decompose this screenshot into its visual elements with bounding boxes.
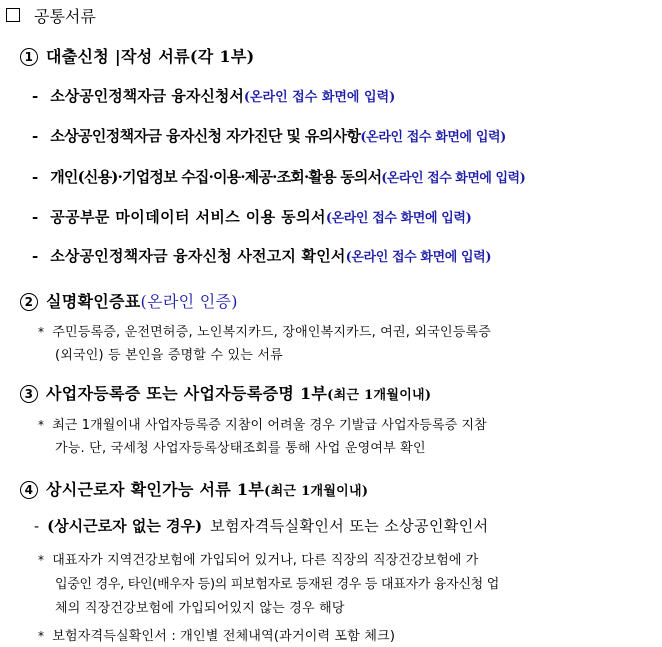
note-line: 체의 직장건강보험에 가입되어있지 않는 경우 해당 bbox=[55, 601, 345, 616]
list-item: - 소상공인정책자금 융자신청 사전고지 확인서(온라인 접수 화면에 입력) bbox=[32, 247, 492, 265]
list-item: - 개인(신용)·기업정보 수집·이용·제공·조회·활용 동의서(온라인 접수 화면에 입력) bbox=[32, 168, 526, 186]
circled-number-2: 2 bbox=[20, 293, 38, 311]
page-title: 공통서류 bbox=[34, 7, 96, 26]
note-line: * 보험자격득실확인서 : 개인별 전체내역(과거이력 포함 체크) bbox=[38, 629, 396, 644]
note-line: * 주민등록증, 운전면허증, 노인복지카드, 장애인복지카드, 여권, 외국인등록증 bbox=[38, 325, 492, 340]
note-line: * 대표자가 지역건강보험에 가입되어 있거나, 다른 직장의 직장건강보험에 가 bbox=[38, 553, 479, 568]
note-line: 입중인 경우, 타인(배우자 등)의 피보험자로 등재된 경우 등 대표자가 융자신청 업 bbox=[55, 577, 499, 592]
list-item: - 소상공인정책자금 융자신청서(온라인 접수 화면에 입력) bbox=[32, 87, 396, 105]
section-4-title: 4 상시근로자 확인가능 서류 1부(최근 1개월이내) bbox=[20, 477, 368, 500]
note-line: (외국인) 등 본인을 증명할 수 있는 서류 bbox=[55, 348, 283, 363]
list-item: - 공공부문 마이데이터 서비스 이용 동의서(온라인 접수 화면에 입력) bbox=[32, 208, 472, 226]
note-line: 가능. 단, 국세청 사업자등록상태조회를 통해 사업 운영여부 확인 bbox=[55, 441, 426, 456]
section-3-title: 3 사업자등록증 또는 사업자등록증명 1부(최근 1개월이내) bbox=[20, 381, 431, 404]
section-2-title: 2 실명확인증표(온라인 인증) bbox=[20, 289, 238, 312]
circled-number-3: 3 bbox=[20, 385, 38, 403]
sub-item: - (상시근로자 없는 경우) 보험자격득실확인서 또는 소상공인확인서 bbox=[34, 517, 489, 535]
section-1-title: 1 대출신청 |작성 서류(각 1부) bbox=[20, 44, 254, 67]
list-item: - 소상공인정책자금 융자신청 자가진단 및 유의사항(온라인 접수 화면에 입력) bbox=[32, 127, 506, 145]
note-line: * 최근 1개월이내 사업자등록증 지참이 어려울 경우 기발급 사업자등록증 지참 bbox=[38, 418, 487, 433]
checkbox-icon bbox=[6, 8, 20, 22]
circled-number-1: 1 bbox=[20, 48, 38, 66]
circled-number-4: 4 bbox=[20, 481, 38, 499]
